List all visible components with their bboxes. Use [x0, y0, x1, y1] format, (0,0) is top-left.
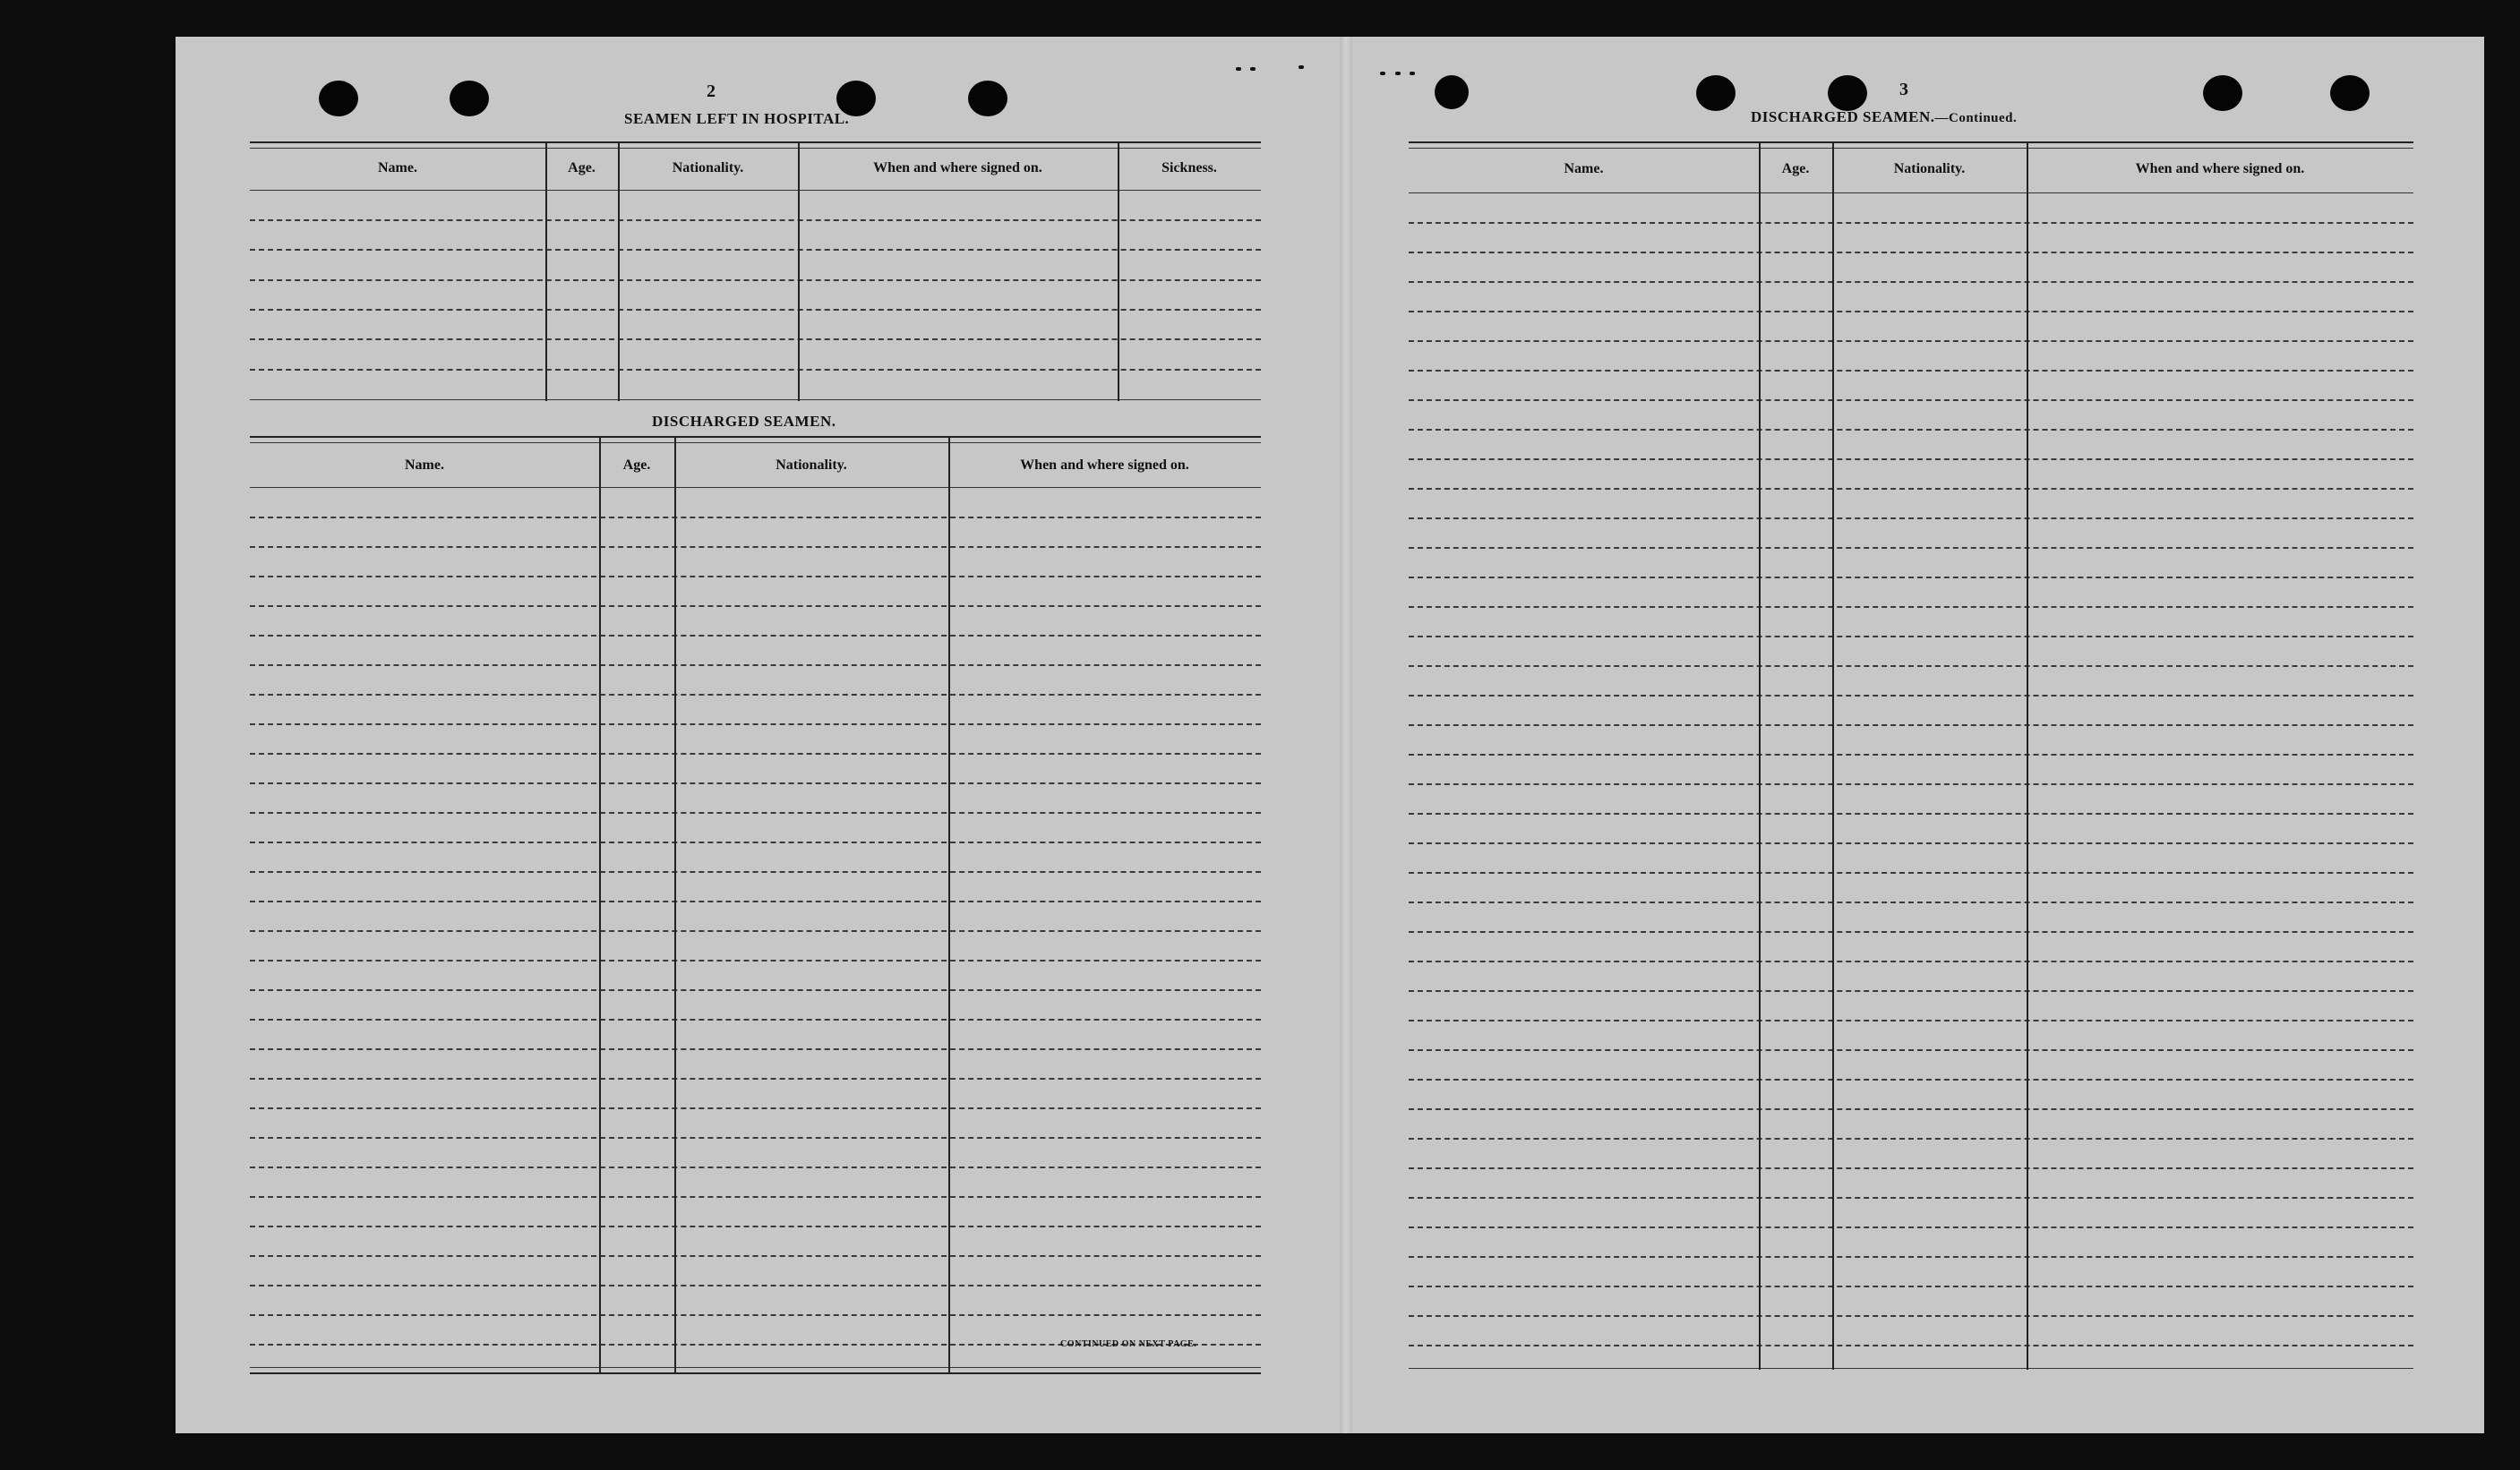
dashed-rule	[250, 812, 1261, 814]
column-header: When and where signed on.	[2135, 161, 2305, 176]
column-header: Sickness.	[1161, 160, 1217, 175]
hospital-table	[250, 141, 1261, 406]
punch-hole	[968, 81, 1007, 116]
column-header: Age.	[568, 160, 596, 175]
column-header: Age.	[622, 457, 651, 473]
dashed-rule	[250, 1285, 1261, 1286]
dashed-rule	[1409, 1049, 2413, 1051]
dashed-rule	[250, 1137, 1261, 1139]
dashed-rule	[1409, 990, 2413, 992]
dashed-rule	[1409, 902, 2413, 903]
continued-footer: CONTINUED ON NEXT PAGE.	[1060, 1339, 1197, 1349]
dashed-rule	[1409, 547, 2413, 549]
dashed-rule	[1409, 370, 2413, 372]
dashed-rule	[250, 694, 1261, 696]
column-header: Name.	[378, 160, 417, 175]
dashed-rule	[1409, 1020, 2413, 1021]
dashed-rule	[250, 1255, 1261, 1257]
dashed-rule	[250, 605, 1261, 607]
dashed-rule	[1409, 606, 2413, 608]
dashed-rule	[1409, 1226, 2413, 1228]
dashed-rule	[1409, 429, 2413, 431]
column-header: Nationality.	[776, 457, 847, 473]
dashed-rule	[250, 723, 1261, 725]
dashed-rule	[1409, 1315, 2413, 1317]
punch-hole	[2203, 75, 2242, 111]
punch-hole	[319, 81, 358, 116]
dashed-rule	[250, 576, 1261, 577]
dashed-rule	[250, 960, 1261, 961]
dashed-rule	[1409, 665, 2413, 667]
ink-speck	[1299, 65, 1304, 69]
dashed-rule	[1409, 281, 2413, 283]
dashed-rule	[1409, 783, 2413, 785]
dashed-rule	[1409, 1079, 2413, 1081]
dashed-rule	[250, 782, 1261, 784]
dashed-rule	[1409, 1286, 2413, 1287]
right-page-title	[1751, 108, 2017, 126]
right-title-main: DISCHARGED SEAMEN.	[1751, 108, 1935, 125]
page-fold	[1340, 37, 1352, 1433]
right-title-suffix: —Continued.	[1934, 111, 2018, 125]
dashed-rule	[250, 930, 1261, 932]
dashed-rule	[1409, 252, 2413, 253]
ink-speck	[1410, 72, 1415, 75]
discharged-section-title: DISCHARGED SEAMEN.	[652, 413, 836, 430]
dashed-rule	[1409, 636, 2413, 637]
dashed-rule	[1409, 458, 2413, 460]
punch-hole	[450, 81, 489, 116]
dashed-rule	[1409, 399, 2413, 401]
column-header: Nationality.	[672, 160, 744, 175]
dashed-rule	[1409, 931, 2413, 933]
dashed-rule	[1409, 872, 2413, 874]
discharged-table-left	[250, 436, 1261, 1376]
dashed-rule	[250, 546, 1261, 548]
dashed-rule	[250, 1078, 1261, 1080]
dashed-rule	[250, 1196, 1261, 1198]
ink-speck	[1380, 72, 1385, 75]
dashed-rule	[1409, 1256, 2413, 1258]
dashed-rule	[1409, 1167, 2413, 1169]
dashed-rule	[250, 842, 1261, 843]
dashed-rule	[250, 1226, 1261, 1227]
dashed-rule	[1409, 1345, 2413, 1346]
dashed-rule	[250, 1314, 1261, 1316]
dashed-rule	[250, 901, 1261, 902]
page-number-right: 3	[1899, 80, 1908, 99]
dashed-rule	[1409, 754, 2413, 756]
dashed-rule	[1409, 842, 2413, 844]
dashed-rule	[1409, 813, 2413, 815]
column-header: Nationality.	[1893, 161, 1966, 176]
dashed-rule	[1409, 961, 2413, 962]
column-header: Name.	[1564, 161, 1604, 176]
dashed-rule	[1409, 340, 2413, 342]
dashed-rule	[250, 871, 1261, 873]
document-scan	[176, 37, 2484, 1433]
punch-hole	[1828, 75, 1867, 111]
hospital-section-title: SEAMEN LEFT IN HOSPITAL.	[624, 110, 850, 127]
column-header: When and where signed on.	[873, 160, 1042, 175]
dashed-rule	[1409, 222, 2413, 224]
dashed-rule	[1409, 695, 2413, 697]
dashed-rule	[250, 1167, 1261, 1168]
discharged-table-right	[1409, 141, 2413, 1377]
dashed-rule	[1409, 1138, 2413, 1140]
dashed-rule	[250, 664, 1261, 666]
dashed-rule	[1409, 724, 2413, 726]
punch-hole	[1435, 75, 1469, 109]
dashed-rule	[250, 1019, 1261, 1021]
dashed-rule	[1409, 488, 2413, 490]
page-number-left: 2	[707, 81, 716, 101]
dashed-rule	[1409, 1108, 2413, 1110]
dashed-rule	[250, 1107, 1261, 1109]
dashed-rule	[250, 989, 1261, 991]
dashed-rule	[250, 635, 1261, 637]
punch-hole	[2330, 75, 2370, 111]
dashed-rule	[1409, 517, 2413, 519]
dashed-rule	[250, 517, 1261, 518]
dashed-rule	[1409, 1197, 2413, 1199]
ink-speck	[1236, 67, 1241, 71]
dashed-rule	[250, 753, 1261, 755]
column-header: Name.	[405, 457, 444, 473]
column-header: Age.	[1781, 161, 1810, 176]
dashed-rule	[1409, 311, 2413, 312]
ink-speck	[1250, 67, 1256, 71]
column-header: When and where signed on.	[1020, 457, 1189, 473]
ink-speck	[1395, 72, 1401, 75]
dashed-rule	[250, 1048, 1261, 1050]
dashed-rule	[1409, 577, 2413, 578]
punch-hole	[1696, 75, 1736, 111]
